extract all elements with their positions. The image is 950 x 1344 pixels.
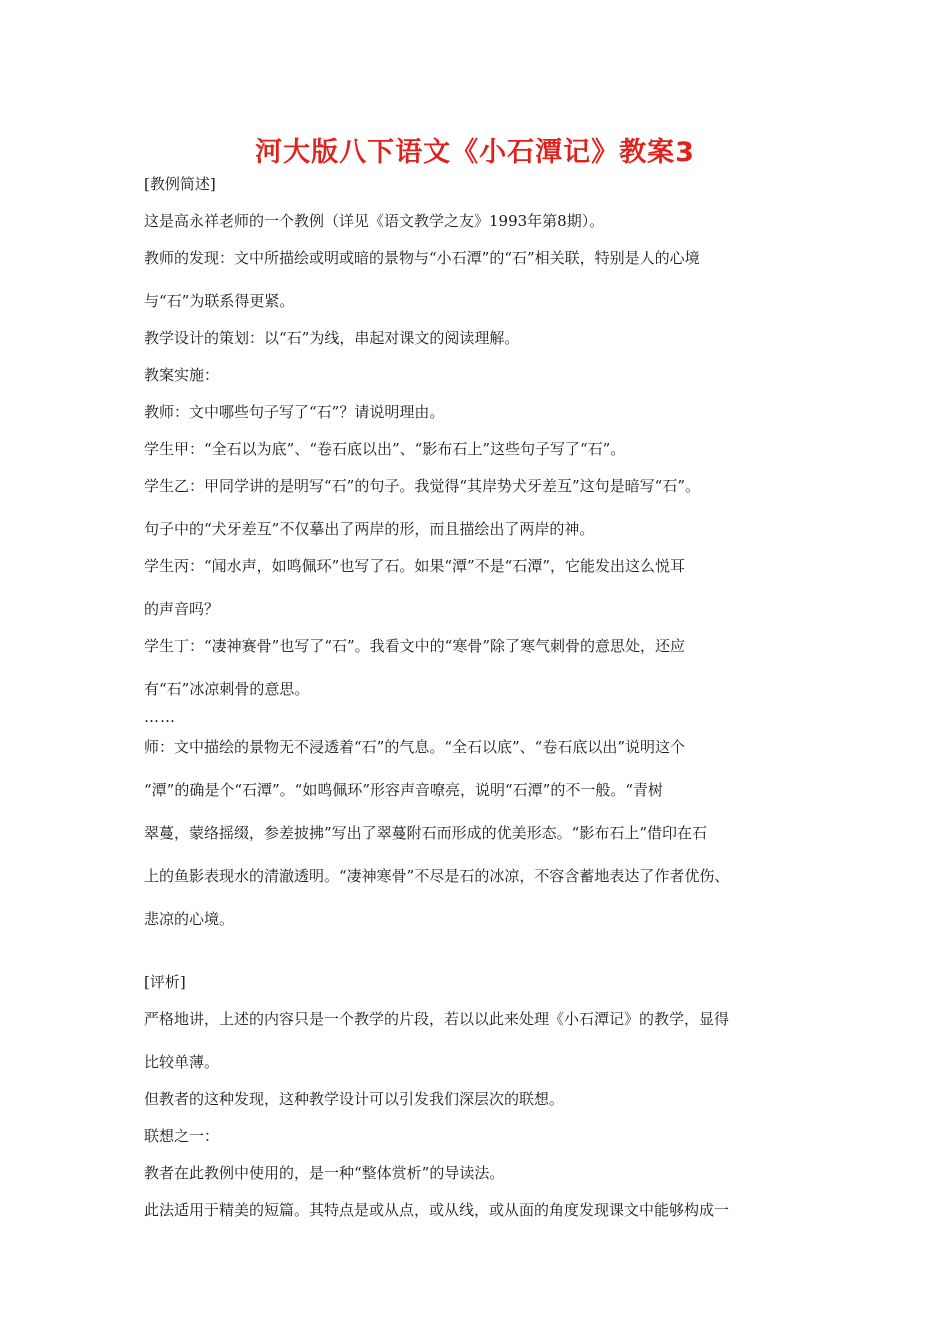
paragraph-line: 翠蔓，蒙络摇缀，参差披拂”写出了翠蔓附石而形成的优美形态。“影布石上”借印在石 bbox=[144, 824, 708, 842]
page-title: 河大版八下语文《小石潭记》教案3 bbox=[255, 137, 695, 168]
paragraph-line: 但教者的这种发现，这种教学设计可以引发我们深层次的联想。 bbox=[144, 1090, 565, 1108]
ellipsis-marker: …… bbox=[144, 708, 176, 726]
paragraph-line: 此法适用于精美的短篇。其特点是或从点，或从线，或从面的角度发现课文中能够构成一 bbox=[144, 1201, 730, 1219]
paragraph-line: 教者在此教例中使用的，是一种“整体赏析”的导读法。 bbox=[144, 1164, 505, 1182]
paragraph-line: 教案实施： bbox=[144, 366, 220, 384]
paragraph-line: 的声音吗？ bbox=[144, 600, 220, 618]
paragraph-line: 学生甲：“全石以为底”、“卷石底以出”、“影布石上”这些句子写了“石”。 bbox=[144, 440, 626, 458]
paragraph-line: 句子中的“犬牙差互”不仅摹出了两岸的形，而且描绘出了两岸的神。 bbox=[144, 520, 595, 538]
paragraph-line: 与“石”为联系得更紧。 bbox=[144, 292, 295, 310]
section-heading-analysis: [评析] bbox=[144, 973, 186, 991]
paragraph-line: 教师的发现：文中所描绘或明或暗的景物与“小石潭”的“石”相关联，特别是人的心境 bbox=[144, 249, 700, 267]
paragraph-line: 教师：文中哪些句子写了“石”？请说明理由。 bbox=[144, 403, 445, 421]
paragraph-line: 联想之一： bbox=[144, 1127, 220, 1145]
paragraph-line: 师：文中描绘的景物无不浸透着“石”的气息。“全石以底”、“卷石底以出”说明这个 bbox=[144, 738, 686, 756]
paragraph-line: 悲凉的心境。 bbox=[144, 910, 235, 928]
paragraph-line: “潭”的确是个“石潭”。“如鸣佩环”形容声音嘹亮，说明“石潭”的不一般。“青树 bbox=[144, 781, 664, 799]
paragraph-line: 上的鱼影表现水的清澈透明。“凄神寒骨”不尽是石的冰凉，不容含蓄地表达了作者优伤、 bbox=[144, 867, 730, 885]
paragraph-line: 严格地讲，上述的内容只是一个教学的片段，若以以此来处理《小石潭记》的教学，显得 bbox=[144, 1010, 730, 1028]
paragraph-line: 这是高永祥老师的一个教例（详见《语文教学之友》1993年第8期）。 bbox=[144, 212, 605, 230]
document-body bbox=[144, 174, 824, 1220]
paragraph-line: 有“石”冰凉刺骨的意思。 bbox=[144, 680, 310, 698]
paragraph-line: 学生丁：“凄神赛骨”也写了“石”。我看文中的“寒骨”除了寒气刺骨的意思处，还应 bbox=[144, 637, 686, 655]
paragraph-line: 教学设计的策划：以“石”为线，串起对课文的阅读理解。 bbox=[144, 329, 520, 347]
paragraph-line: 比较单薄。 bbox=[144, 1053, 220, 1071]
paragraph-line: 学生乙：甲同学讲的是明写“石”的句子。我觉得“其岸势犬牙差互”这句是暗写“石”。 bbox=[144, 477, 701, 495]
section-heading-case-summary: [教例简述] bbox=[144, 175, 216, 193]
paragraph-line: 学生丙：“闻水声，如鸣佩环”也写了石。如果“潭”不是“石潭”，它能发出这么悦耳 bbox=[144, 557, 686, 575]
